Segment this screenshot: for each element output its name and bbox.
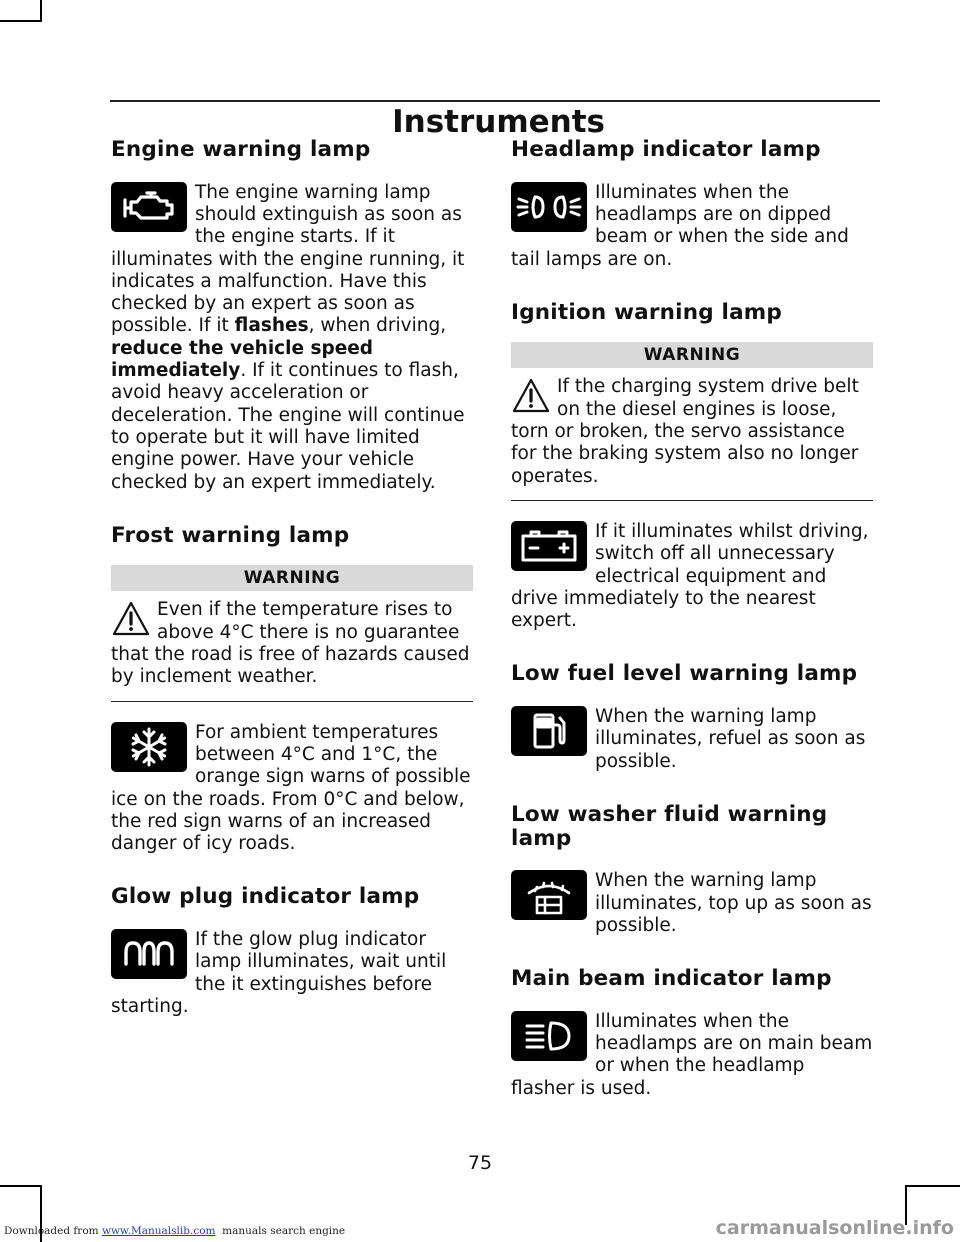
- text-run: , when driving,: [308, 315, 447, 337]
- engine-check-icon: [111, 182, 187, 232]
- low-fuel-section: [511, 662, 873, 773]
- text-run-bold: reduce the vehicle speed immediately: [111, 337, 374, 382]
- text-run: . If it continues to flash, avoid heavy acceleration or deceleration. The engine will continue to operate but it will have limited engine power. Have your vehicle checked by an expert immediately.: [111, 360, 465, 493]
- warning-triangle-icon: [111, 599, 151, 639]
- warning-label: WARNING: [511, 342, 873, 368]
- lamp-description: [111, 722, 473, 856]
- crop-mark-top-left: [40, 0, 42, 22]
- watermark-text: carmanualsonline.info: [715, 1217, 954, 1239]
- lamp-text: When the warning lamp illuminates, top up as soon as possible.: [595, 870, 872, 936]
- lamp-description: [511, 870, 873, 937]
- page-number: 75: [467, 1152, 493, 1174]
- main-beam-section: [511, 967, 873, 1100]
- warning-text: If the charging system drive belt on the diesel engines is loose, torn or broken, the servo assistance for the braking system also no longer operates.: [511, 376, 859, 487]
- lamp-description: [111, 929, 473, 1018]
- section-heading: Low fuel level warning lamp: [511, 661, 858, 687]
- warning-label: WARNING: [111, 565, 473, 591]
- section-heading: Ignition warning lamp: [511, 299, 782, 325]
- footer-prefix: Downloaded from: [4, 1225, 102, 1237]
- left-column: [111, 138, 473, 1048]
- lamp-description: [111, 182, 473, 494]
- engine-warning-section: [111, 138, 473, 494]
- lamp-description: [511, 706, 873, 773]
- section-heading: Headlamp indicator lamp: [511, 137, 821, 162]
- lamp-text: When the warning lamp illuminates, refuel as soon as possible.: [595, 706, 866, 772]
- section-heading: Engine warning lamp: [111, 137, 371, 162]
- lamp-text: If it illuminates whilst driving, switch off all unnecessary electrical equipment and drive immediately to the nearest expert.: [511, 520, 869, 632]
- crop-mark-bottom-left: [0, 1185, 42, 1187]
- section-heading: Glow plug indicator lamp: [111, 884, 420, 910]
- footer-link[interactable]: www.Manualslib.com: [101, 1225, 216, 1237]
- crop-mark-bottom-right: [905, 1185, 960, 1187]
- battery-icon: [511, 521, 587, 571]
- snowflake-icon: [111, 722, 187, 772]
- low-washer-section: [511, 803, 873, 937]
- warning-box: [111, 599, 473, 701]
- headlamp-indicator-section: [511, 138, 873, 271]
- lamp-description: [511, 521, 873, 632]
- glow-plug-icon: [111, 929, 187, 979]
- side-lamp-icon: [511, 182, 587, 232]
- section-heading: Low washer fluid warning lamp: [511, 801, 828, 851]
- section-heading: Main beam indicator lamp: [511, 966, 832, 992]
- page-title: Instruments: [392, 104, 605, 140]
- frost-warning-section: [111, 524, 473, 856]
- fuel-pump-icon: [511, 706, 587, 756]
- lamp-text: If the glow plug indicator lamp illuminates, wait until the it extinguishes before starting.: [111, 929, 447, 1017]
- glow-plug-section: [111, 885, 473, 1018]
- lamp-text: For ambient temperatures between 4°C and 1°C, the orange sign warns of possible ice on the roads. From 0°C and below, the red sign warns of an increased danger of icy roads.: [111, 721, 471, 855]
- download-footer: [4, 1225, 345, 1237]
- text-run: The engine warning lamp should extinguish as soon as the engine starts. If it illuminates with the engine running, it indicates a malfunction. Have this checked by an expert as soon as possible. If it: [111, 181, 465, 337]
- right-column: [511, 138, 873, 1130]
- main-beam-icon: [511, 1011, 587, 1061]
- warning-box: [511, 376, 873, 500]
- lamp-text: Illuminates when the headlamps are on main beam or when the headlamp flasher is used.: [511, 1010, 873, 1099]
- section-heading: Frost warning lamp: [111, 522, 350, 548]
- warning-triangle-icon: [511, 376, 551, 416]
- crop-mark-top-left: [0, 20, 42, 22]
- lamp-description: [511, 182, 873, 271]
- title-divider: [110, 100, 880, 102]
- lamp-description: [511, 1011, 873, 1100]
- lamp-text: Illuminates when the headlamps are on dipped beam or when the side and tail lamps are on.: [511, 181, 849, 270]
- warning-text: Even if the temperature rises to above 4°C there is no guarantee that the road is free of hazards caused by inclement weather.: [111, 599, 470, 688]
- ignition-warning-section: [511, 301, 873, 633]
- text-run-bold: flashes: [234, 315, 309, 337]
- washer-fluid-icon: [511, 870, 587, 920]
- footer-suffix: manuals search engine: [215, 1225, 346, 1237]
